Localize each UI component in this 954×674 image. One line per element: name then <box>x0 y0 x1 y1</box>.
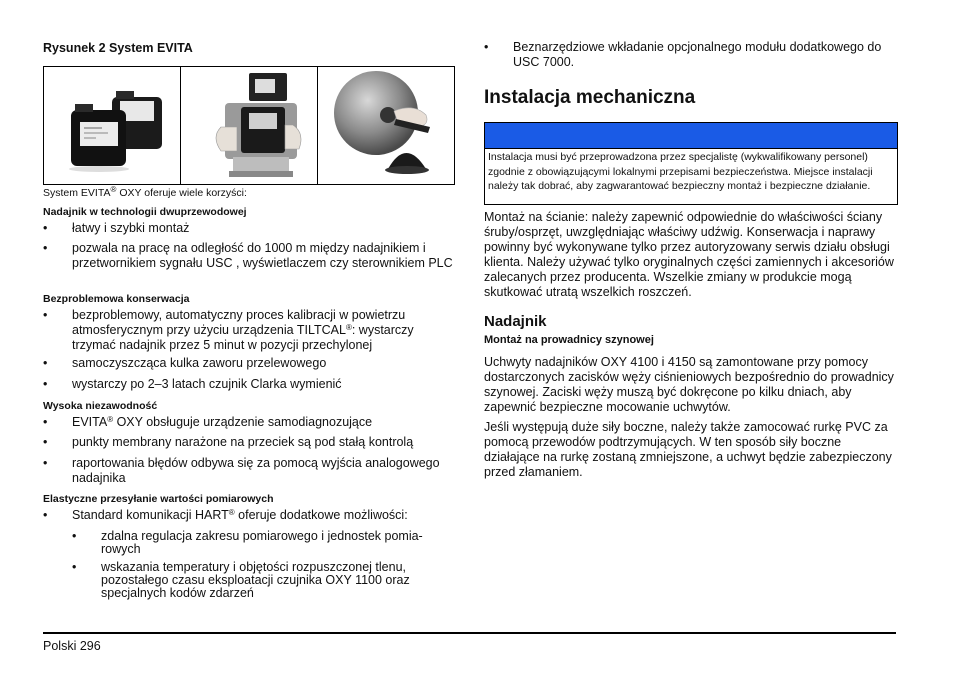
bullet: • <box>43 435 48 449</box>
bullet: • <box>43 308 48 322</box>
footer <box>43 639 101 653</box>
sub-list-item-text: zdalna regulacja zakresu pomiarowego i jednostek pomia-rowych <box>101 529 423 556</box>
intro-sup: ® <box>110 185 117 194</box>
list-item-text: Standard komunikacji HART® oferuje dodatkowe możliwości: <box>72 508 408 522</box>
bullet: • <box>43 221 48 235</box>
figure-title: Rysunek 2 System EVITA <box>43 41 193 55</box>
bullet: • <box>43 241 48 255</box>
bullet: • <box>43 456 48 470</box>
list-item-text: raportowania błędów odbywa się za pomocą wyjścia analogowego nadajnika <box>72 456 440 485</box>
bullet: • <box>43 415 48 429</box>
list-item-text: łatwy i szybki montaż <box>72 221 190 235</box>
wall-mount-paragraph: Montaż na ścianie: należy zapewnić odpowiednie do właściwości ściany śruby/osprzęt, uwzględniając właściwy udźwig. Konserwacja i naprawy powinny być wykonywane tylko przez autoryzowany serwis działu obsługi klienta. Należy używać tylko oryginalnych części zamiennych i akcesoriów zalecanych przez producenta. Wszelkie zmiany w produkcie mogą skutkować utratą wszelkich roszczeń. <box>484 210 894 299</box>
rail-paragraph-2: Jeśli występują duże siły boczne, należy także zamocować rurkę PVC za pomocą przewodów podtrzymujących. W ten sposób siły boczne działające na rurkę zostaną zmniejszone, a uchwyt będzie zabezpieczony przed złamaniem. <box>484 420 892 479</box>
page-number: 296 <box>79 639 101 653</box>
bullet: • <box>43 508 48 522</box>
list-item-text: EVITA® OXY obsługuje urządzenie samodiagnozujące <box>72 415 373 429</box>
bullet: • <box>72 560 77 574</box>
transmitter-title: Nadajnik <box>484 313 547 330</box>
figure-table <box>43 66 455 185</box>
list-item-text: bezproblemowy, automatyczny proces kalibracji w powietrzu atmosferycznym przy użyciu urządzenia TILTCAL®: wystarczy trzymać nadajnik przez 5 minut w pozycji przechylonej <box>72 308 414 352</box>
bullet: • <box>43 356 48 370</box>
section-title: Instalacja mechaniczna <box>484 87 696 108</box>
list-item-text: wystarczy po 2–3 latach czujnik Clarka wymienić <box>72 377 342 391</box>
section-heading: Wysoka niezawodność <box>43 400 158 412</box>
list-item-text: samoczyszcząca kulka zaworu przelewowego <box>72 356 327 370</box>
footer-language: Polski <box>43 639 77 653</box>
transmitter-on-rail-image <box>181 67 318 184</box>
float-ball-with-sensor-image <box>318 67 454 184</box>
footer-rule <box>43 632 896 634</box>
rail-paragraph-1: Uchwyty nadajników OXY 4100 i 4150 są zamontowane przy pomocy dostarczonych zacisków węży ciśnieniowych bezpośrednio do prowadnicy szynowej. Zaciski węży muszą być dokręcone po kilku dniach, aby zapewnić bezpieczne mocowanie uchwytów. <box>484 355 894 414</box>
bullet: • <box>484 40 489 54</box>
warning-text: Instalacja musi być przeprowadzona przez specjalistę (wykwalifikowany personel) zgodnie z obowiązującymi lokalnymi przepisami bezpieczeństwa. Miejsce instalacji należy tak dobrać, aby zagwarantować bezpieczny montaż i bezpieczne działanie. <box>488 151 873 192</box>
bullet: • <box>72 529 77 543</box>
list-item-text: pozwala na pracę na odległość do 1000 m między nadajnikiem i przetwornikiem sygnału USC , wyświetlaczem czy sterownikiem PLC <box>72 241 453 270</box>
figure-caption <box>43 40 193 55</box>
section-heading: Nadajnik w technologii dwuprzewodowej <box>43 206 247 218</box>
bullet: • <box>43 377 48 391</box>
intro-pre: System EVITA <box>43 187 111 199</box>
warning-box <box>484 122 898 205</box>
intro-post: OXY oferuje wiele korzyści: <box>116 187 247 199</box>
warning-header-bar <box>485 123 897 149</box>
rail-heading: Montaż na prowadnicy szynowej <box>484 334 654 346</box>
two-transmitter-units-image <box>44 67 181 184</box>
sub-list-item-text: wskazania temperatury i objętości rozpuszczonej tlenu, pozostałego czasu eksploatacji czujnika OXY 1100 oraz specjalnych kodów zdarzeń <box>101 560 410 600</box>
list-item-text: punkty membrany narażone na przeciek są pod stałą kontrolą <box>72 435 414 449</box>
section-heading: Bezproblemowa konserwacja <box>43 293 190 305</box>
section-heading: Elastyczne przesyłanie wartości pomiarowych <box>43 493 274 505</box>
top-bullet-text: Beznarzędziowe wkładanie opcjonalnego modułu dodatkowego do USC 7000. <box>513 40 882 69</box>
intro-text <box>43 187 455 200</box>
